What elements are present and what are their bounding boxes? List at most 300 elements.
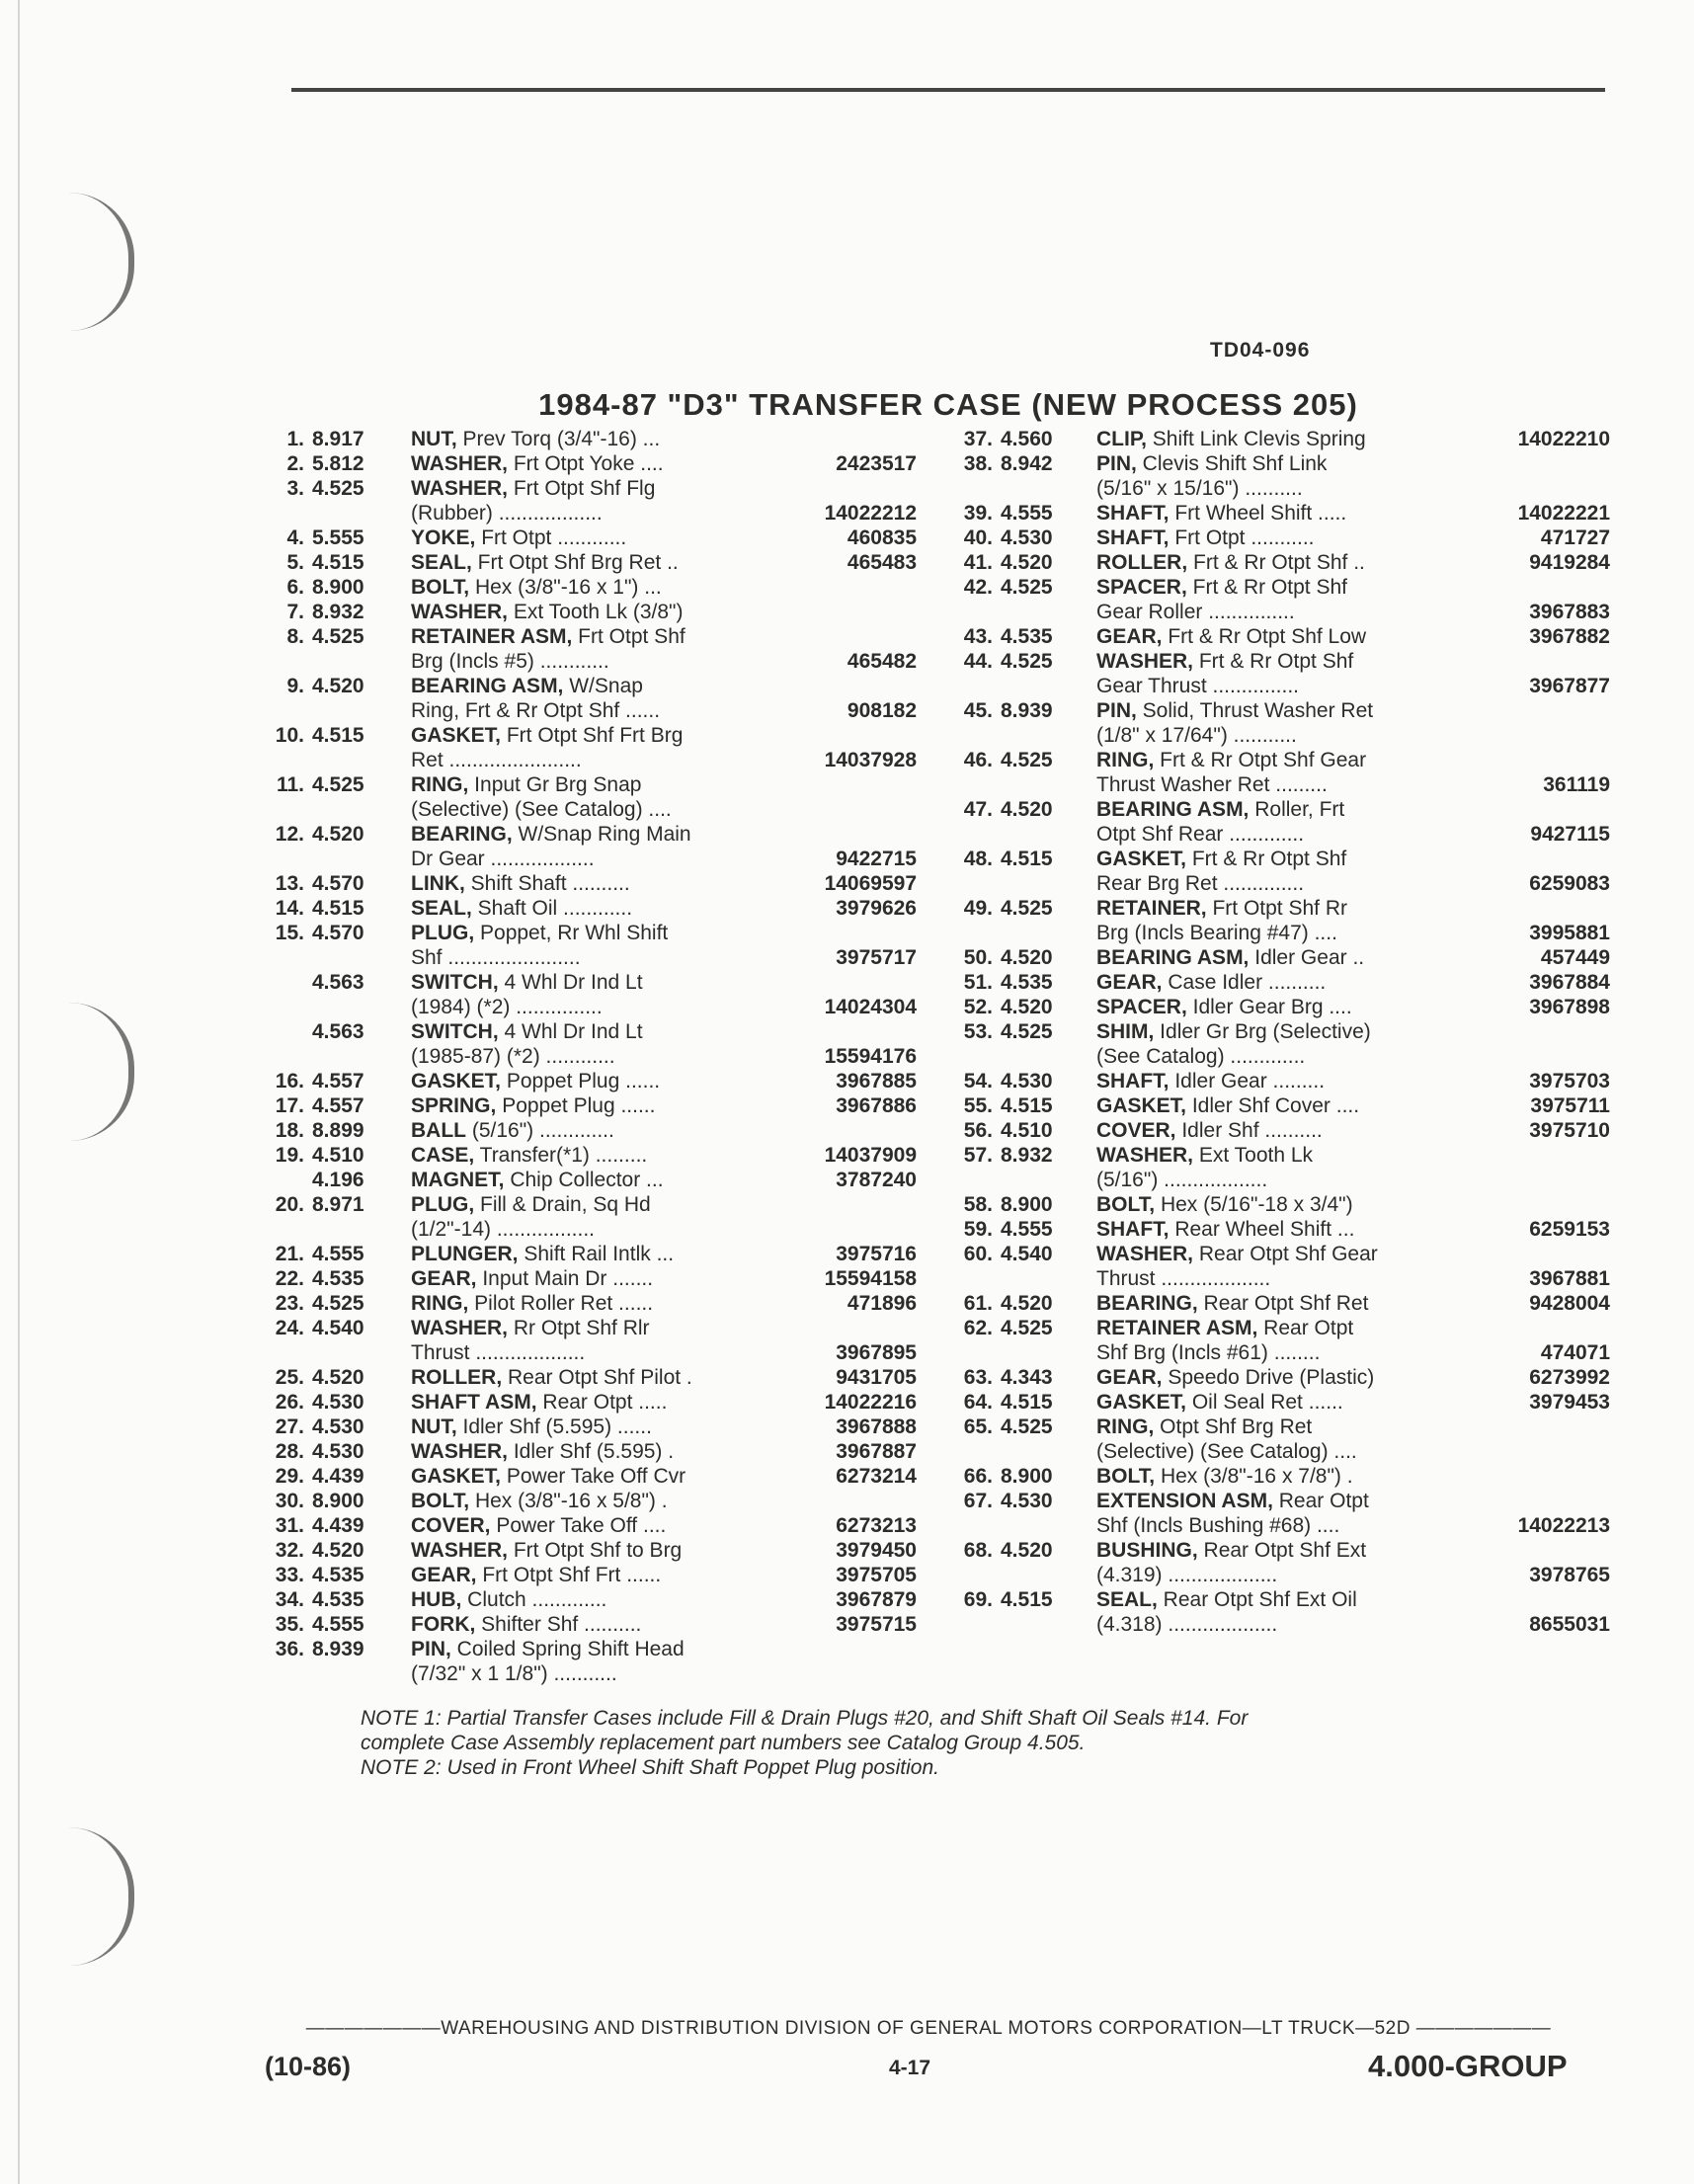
part-detail: Frt Otpt ........... (1169, 526, 1315, 549)
part-name: GASKET, (1096, 848, 1187, 870)
part-group-number: 4.439 (312, 1514, 364, 1537)
part-row (265, 1612, 917, 1637)
part-item-number: 10. (275, 724, 304, 747)
part-number: 14022221 (1517, 502, 1610, 525)
part-detail: 4 Whl Dr Ind Lt (1985-87) (*2) ............ (411, 1020, 643, 1068)
part-number: 3967888 (836, 1416, 917, 1438)
part-number: 3967881 (1529, 1267, 1610, 1290)
part-detail: Frt Otpt ............ (475, 526, 627, 549)
part-number: 9419284 (1529, 551, 1610, 574)
part-detail: Frt Otpt Shf Flg (Rubber) .................. (411, 477, 656, 525)
part-detail: Hex (3/8"-16 x 1") ... (469, 576, 662, 599)
part-group-number: 4.515 (1001, 848, 1053, 870)
part-name: SWITCH, (411, 1020, 499, 1043)
part-number: 6273214 (836, 1465, 917, 1488)
part-detail: Poppet, Rr Whl Shift Shf ....................... (411, 922, 669, 969)
part-name: BOLT, (1096, 1193, 1156, 1216)
part-group-number: 8.917 (312, 428, 364, 450)
part-detail: Chip Collector ... (504, 1169, 664, 1191)
part-group-number: 4.525 (1001, 576, 1053, 599)
part-number: 3787240 (836, 1169, 917, 1191)
part-row (953, 995, 1610, 1019)
part-number: 465482 (847, 650, 917, 673)
part-description (411, 896, 836, 921)
part-description (411, 921, 836, 970)
part-number: 3975703 (1529, 1070, 1610, 1092)
part-group-number: 4.510 (1001, 1119, 1053, 1142)
part-row (265, 1069, 917, 1093)
part-row (953, 1093, 1610, 1118)
part-description (1096, 1093, 1530, 1118)
part-row (265, 1538, 917, 1563)
part-row (265, 624, 917, 674)
part-detail: Case Idler .......... (1162, 971, 1327, 994)
part-name: BEARING, (411, 823, 513, 846)
part-name: YOKE, (411, 526, 476, 549)
part-group-number: 4.515 (312, 724, 364, 747)
part-detail: Ext Tooth Lk (5/16") .................. (1096, 1144, 1314, 1191)
part-row (265, 1390, 917, 1415)
header-rule (291, 88, 1605, 92)
part-detail: Pilot Roller Ret ...... (468, 1292, 654, 1315)
part-detail: Prev Torq (3/4"-16) ... (456, 428, 661, 450)
part-detail: Solid, Thrust Washer Ret (1/8" x 17/64") ........... (1096, 699, 1374, 747)
part-row (953, 1069, 1610, 1093)
part-number: 3967895 (836, 1341, 917, 1364)
part-group-number: 4.560 (1001, 428, 1053, 450)
part-detail: Coiled Spring Shift Head (7/32" x 1 1/8") ........... (411, 1638, 685, 1685)
part-item-number: 15. (275, 922, 304, 944)
part-row (265, 1464, 917, 1489)
part-description (1096, 1464, 1610, 1489)
part-item-number: 42. (963, 576, 993, 599)
part-item-number: 26. (275, 1391, 304, 1414)
part-group-number: 4.196 (312, 1169, 364, 1191)
part-name: BOLT, (1096, 1465, 1156, 1488)
part-detail: Power Take Off Cvr (501, 1465, 686, 1488)
part-item-number: 48. (963, 848, 993, 870)
part-item-number: 56. (963, 1119, 993, 1142)
part-detail: Frt Otpt Shf Rr Brg (Incls Bearing #47) .... (1096, 897, 1347, 944)
part-description (411, 822, 836, 871)
part-number: 457449 (1540, 946, 1610, 969)
part-row (265, 1637, 917, 1686)
part-group-number: 5.812 (312, 452, 364, 475)
part-description (1096, 995, 1529, 1019)
part-row (953, 945, 1610, 970)
part-description (1096, 896, 1529, 945)
part-group-number: 4.525 (1001, 650, 1053, 673)
part-description (1096, 501, 1518, 526)
part-item-number: 18. (275, 1119, 304, 1142)
part-row (265, 970, 917, 1019)
part-name: GASKET, (1096, 1094, 1187, 1117)
part-description (1096, 847, 1529, 896)
part-detail: Clutch ............. (461, 1588, 607, 1611)
part-number: 3967885 (836, 1070, 917, 1092)
part-description (1096, 427, 1518, 451)
part-item-number: 13. (275, 872, 304, 895)
part-row (953, 451, 1610, 501)
part-row (953, 1365, 1610, 1390)
part-detail: Rr Otpt Shf Rlr Thrust ................... (411, 1317, 650, 1364)
part-item-number: 53. (963, 1020, 993, 1043)
part-group-number: 4.520 (1001, 798, 1053, 821)
part-description (1096, 1538, 1529, 1587)
part-detail: Idler Gear Brg .... (1186, 996, 1352, 1018)
part-number: 908182 (847, 699, 917, 722)
part-description (411, 476, 825, 526)
part-item-number: 47. (963, 798, 993, 821)
part-group-number: 4.525 (1001, 1416, 1053, 1438)
part-description (411, 1390, 825, 1415)
part-description (411, 1143, 825, 1168)
part-item-number: 34. (275, 1588, 304, 1611)
part-number: 6259083 (1529, 872, 1610, 895)
part-name: SPRING, (411, 1094, 497, 1117)
part-number: 3979450 (836, 1539, 917, 1562)
part-description (411, 427, 917, 451)
part-item-number: 21. (275, 1243, 304, 1265)
part-item-number: 28. (275, 1440, 304, 1463)
part-group-number: 4.520 (1001, 551, 1053, 574)
part-name: RING, (411, 773, 469, 796)
part-item-number: 24. (275, 1317, 304, 1339)
part-item-number: 57. (963, 1144, 993, 1167)
part-row (953, 649, 1610, 698)
part-description (411, 871, 825, 896)
part-number: 361119 (1543, 773, 1610, 796)
part-number: 14022213 (1517, 1514, 1610, 1537)
part-detail: Otpt Shf Brg Ret (Selective) (See Catalog) .... (1096, 1416, 1357, 1463)
part-number: 3967898 (1529, 996, 1610, 1018)
part-item-number: 16. (275, 1070, 304, 1092)
part-description (411, 1019, 825, 1069)
part-group-number: 4.515 (312, 551, 364, 574)
part-description (411, 526, 847, 550)
note-2: NOTE 2: Used in Front Wheel Shift Shaft Poppet Plug position. (361, 1756, 939, 1779)
part-group-number: 4.525 (1001, 749, 1053, 771)
part-description (1096, 748, 1543, 797)
part-number: 471727 (1540, 526, 1610, 549)
part-group-number: 4.555 (312, 1243, 364, 1265)
part-group-number: 4.557 (312, 1070, 364, 1092)
part-group-number: 4.525 (1001, 1317, 1053, 1339)
part-item-number: 37. (963, 428, 993, 450)
parts-list-left-column (265, 427, 917, 1686)
part-detail: Hex (3/8"-16 x 7/8") . (1155, 1465, 1353, 1488)
part-number: 6259153 (1529, 1218, 1610, 1241)
part-row (265, 600, 917, 624)
part-name: SPACER, (1096, 996, 1187, 1018)
part-name: RETAINER ASM, (411, 625, 573, 648)
footer-group: 4.000-GROUP (1368, 2049, 1568, 2083)
part-detail: Rear Otpt Shf Ext Oil (4.318) ................... (1096, 1588, 1357, 1636)
part-detail: Frt & Rr Otpt Shf Gear Roller ............... (1096, 576, 1347, 623)
part-number: 9427115 (1530, 823, 1610, 846)
part-group-number: 4.525 (312, 625, 364, 648)
part-group-number: 8.900 (1001, 1465, 1053, 1488)
part-row (953, 550, 1610, 575)
part-row (265, 1563, 917, 1587)
part-name: BOLT, (411, 1490, 470, 1512)
part-number: 14022212 (824, 502, 917, 525)
part-description (1096, 624, 1529, 649)
part-row (265, 1439, 917, 1464)
part-row (265, 674, 917, 723)
part-number: 2423517 (836, 452, 917, 475)
part-group-number: 4.535 (312, 1588, 364, 1611)
part-row (953, 427, 1610, 451)
part-row (953, 1019, 1610, 1069)
part-item-number: 59. (963, 1218, 993, 1241)
part-name: GEAR, (1096, 625, 1163, 648)
part-group-number: 4.520 (312, 675, 364, 697)
part-name: PLUG, (411, 922, 475, 944)
part-number: 3967877 (1529, 675, 1610, 697)
part-name: MAGNET, (411, 1169, 505, 1191)
part-detail: (5/16") ............. (466, 1119, 614, 1142)
part-row (953, 575, 1610, 624)
part-name: BEARING ASM, (1096, 798, 1250, 821)
part-name: WASHER, (1096, 1243, 1194, 1265)
part-description (1096, 1217, 1529, 1242)
part-row (265, 1242, 917, 1266)
part-detail: Poppet Plug ...... (501, 1070, 661, 1092)
part-group-number: 4.520 (1001, 946, 1053, 969)
part-row (953, 501, 1610, 526)
part-description (411, 1489, 917, 1513)
part-number: 465483 (847, 551, 917, 574)
part-detail: Frt & Rr Otpt Shf Gear Thrust ............... (1096, 650, 1354, 697)
part-detail: Poppet Plug ...... (496, 1094, 656, 1117)
part-group-number: 4.530 (1001, 526, 1053, 549)
footer-date: (10-86) (265, 2052, 352, 2081)
part-number: 3975705 (836, 1564, 917, 1586)
part-description (411, 1242, 836, 1266)
part-row (953, 1291, 1610, 1316)
part-detail: 4 Whl Dr Ind Lt (1984) (*2) ............... (411, 971, 643, 1018)
part-group-number: 4.530 (1001, 1070, 1053, 1092)
part-group-number: 8.900 (312, 1490, 364, 1512)
part-group-number: 4.525 (1001, 897, 1053, 920)
part-description (1096, 550, 1529, 575)
part-item-number: 14. (275, 897, 304, 920)
part-row (265, 1266, 917, 1291)
part-number: 3979453 (1529, 1391, 1610, 1414)
part-row (953, 698, 1610, 748)
part-description (411, 723, 825, 772)
part-row (265, 427, 917, 451)
part-item-number: 62. (963, 1317, 993, 1339)
part-name: SHIM, (1096, 1020, 1155, 1043)
part-item-number: 44. (963, 650, 993, 673)
part-detail: W/Snap Ring Main Dr Gear .................. (411, 823, 691, 870)
part-description (411, 1093, 836, 1118)
binder-edge (18, 0, 20, 2184)
part-number: 3967882 (1529, 625, 1610, 648)
part-group-number: 4.525 (312, 477, 364, 500)
part-row (265, 1093, 917, 1118)
part-description (1096, 1587, 1529, 1637)
part-group-number: 4.530 (312, 1416, 364, 1438)
part-number: 3975715 (836, 1613, 917, 1636)
part-item-number: 30. (275, 1490, 304, 1512)
part-description (1096, 1291, 1529, 1316)
part-item-number: 41. (963, 551, 993, 574)
part-name: SHAFT, (1096, 1218, 1170, 1241)
part-item-number: 50. (963, 946, 993, 969)
part-item-number: 60. (963, 1243, 993, 1265)
part-row (265, 1513, 917, 1538)
part-detail: Ext Tooth Lk (3/8") (508, 601, 684, 623)
part-row (953, 1415, 1610, 1464)
part-item-number: 19. (275, 1144, 304, 1167)
part-row (953, 797, 1610, 847)
part-description (411, 1612, 836, 1637)
part-detail: Input Main Dr ....... (476, 1267, 654, 1290)
part-group-number: 8.971 (312, 1193, 364, 1216)
part-detail: Frt Otpt Shf Frt ...... (476, 1564, 662, 1586)
note-1: NOTE 1: Partial Transfer Cases include Fill & Drain Plugs #20, and Shift Shaft Oil Seals #14. For complete Case Assembly replacement part numbers see Catalog Group 4.505. (361, 1707, 1249, 1754)
part-description (411, 1439, 836, 1464)
part-description (411, 1637, 917, 1686)
part-description (1096, 1069, 1529, 1093)
part-description (411, 772, 917, 822)
part-row (953, 624, 1610, 649)
part-detail: Frt Otpt Shf Brg (Incls #5) ............ (411, 625, 686, 673)
part-item-number: 29. (275, 1465, 304, 1488)
part-detail: Shift Shaft .......... (464, 872, 630, 895)
part-item-number: 1. (286, 428, 304, 450)
part-group-number: 8.900 (1001, 1193, 1053, 1216)
part-detail: Fill & Drain, Sq Hd (1/2"-14) ................. (411, 1193, 651, 1241)
part-group-number: 4.530 (1001, 1490, 1053, 1512)
part-item-number: 38. (963, 452, 993, 475)
part-item-number: 2. (286, 452, 304, 475)
part-description (1096, 526, 1541, 550)
part-detail: Transfer(*1) ......... (474, 1144, 648, 1167)
part-name: PLUG, (411, 1193, 475, 1216)
part-number: 14022216 (824, 1391, 917, 1414)
part-group-number: 8.899 (312, 1119, 364, 1142)
part-name: RETAINER, (1096, 897, 1207, 920)
part-name: PIN, (411, 1638, 451, 1660)
part-name: GEAR, (411, 1267, 477, 1290)
part-name: HUB, (411, 1588, 462, 1611)
part-group-number: 4.520 (312, 1539, 364, 1562)
part-number: 3975710 (1529, 1119, 1610, 1142)
part-group-number: 4.525 (1001, 1020, 1053, 1043)
part-name: CLIP, (1096, 428, 1147, 450)
part-description (411, 1464, 836, 1489)
binder-hole-bottom (69, 1827, 134, 1966)
part-name: WASHER, (411, 1317, 509, 1339)
part-row (953, 1217, 1610, 1242)
part-number: 3975717 (836, 946, 917, 969)
part-name: PIN, (1096, 452, 1137, 475)
part-row (953, 1242, 1610, 1291)
part-row (265, 451, 917, 476)
part-detail: Rear Otpt Shf Gear Thrust ................... (1096, 1243, 1378, 1290)
part-name: BEARING ASM, (411, 675, 564, 697)
part-item-number: 25. (275, 1366, 304, 1389)
part-item-number: 39. (963, 502, 993, 525)
part-description (1096, 1365, 1529, 1390)
part-detail: Idler Shf Cover .... (1186, 1094, 1360, 1117)
part-description (411, 1168, 836, 1192)
part-number: 14037909 (824, 1144, 917, 1167)
part-row (265, 1192, 917, 1242)
part-description (1096, 451, 1610, 501)
part-name: BUSHING, (1096, 1539, 1198, 1562)
part-group-number: 8.939 (1001, 699, 1053, 722)
part-row (265, 526, 917, 550)
part-item-number: 4. (286, 526, 304, 549)
part-name: ROLLER, (411, 1366, 503, 1389)
part-detail: Oil Seal Ret ...... (1186, 1391, 1343, 1414)
part-item-number: 40. (963, 526, 993, 549)
part-detail: Rear Otpt Shf (Incls Bushing #68) .... (1096, 1490, 1369, 1537)
part-item-number: 7. (286, 601, 304, 623)
part-detail: Hex (5/16"-18 x 3/4") (1155, 1193, 1353, 1216)
part-group-number: 4.515 (312, 897, 364, 920)
part-number: 3967887 (836, 1440, 917, 1463)
part-group-number: 4.557 (312, 1094, 364, 1117)
part-description (411, 1365, 836, 1390)
part-group-number: 4.570 (312, 922, 364, 944)
part-group-number: 8.932 (312, 601, 364, 623)
part-item-number: 17. (275, 1094, 304, 1117)
part-row (953, 970, 1610, 995)
part-number: 9428004 (1529, 1292, 1610, 1315)
part-row (953, 526, 1610, 550)
part-row (953, 1118, 1610, 1143)
part-row (953, 1464, 1610, 1489)
part-item-number (265, 1168, 312, 1192)
part-row (265, 723, 917, 772)
part-item-number: 63. (963, 1366, 993, 1389)
part-description (411, 575, 917, 600)
part-name: RING, (411, 1292, 469, 1315)
parts-list-right-column (953, 427, 1610, 1637)
part-detail: Rear Otpt Shf Ext (4.319) ................... (1096, 1539, 1367, 1586)
part-number: 3967883 (1529, 601, 1610, 623)
part-name: WASHER, (411, 452, 509, 475)
part-row (265, 1489, 917, 1513)
part-group-number: 4.563 (312, 971, 364, 994)
part-name: SEAL, (1096, 1588, 1158, 1611)
part-name: GEAR, (1096, 1366, 1163, 1389)
part-description (1096, 575, 1529, 624)
part-group-number: 4.540 (312, 1317, 364, 1339)
part-name: GASKET, (1096, 1391, 1187, 1414)
part-description (411, 1192, 917, 1242)
part-description (411, 674, 847, 723)
part-name: NUT, (411, 1416, 457, 1438)
part-name: WASHER, (411, 601, 509, 623)
part-number: 474071 (1540, 1341, 1610, 1364)
part-number: 9422715 (836, 848, 917, 870)
part-row (953, 1489, 1610, 1538)
part-row (953, 896, 1610, 945)
part-item-number: 46. (963, 749, 993, 771)
part-description (411, 1266, 825, 1291)
part-row (265, 1019, 917, 1069)
part-row (265, 1587, 917, 1612)
binder-hole-middle (69, 1003, 134, 1141)
part-row (265, 1415, 917, 1439)
